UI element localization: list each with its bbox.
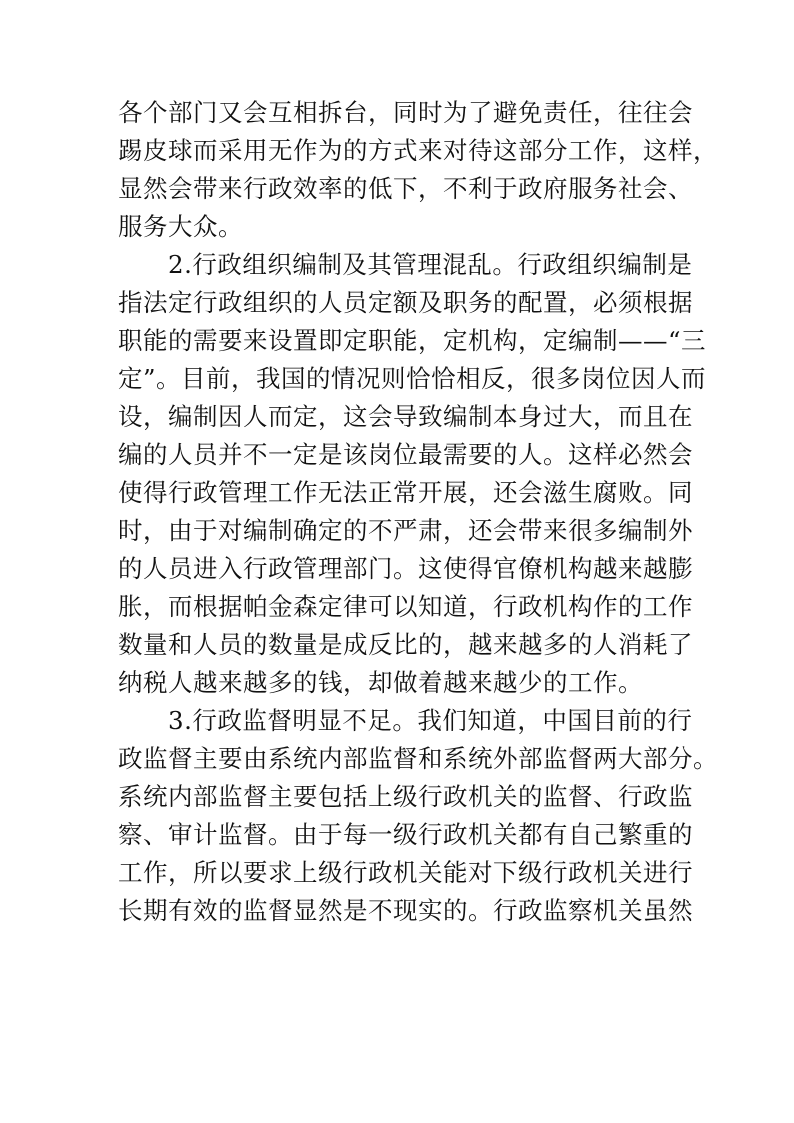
text-line: 胀，而根据帕金森定律可以知道，行政机构作的工作 [118, 592, 693, 621]
text-line: 纳税人越来越多的钱，却做着越来越少的工作。 [118, 668, 643, 697]
document-page [118, 94, 718, 930]
text-line: 工作，所以要求上级行政机关能对下级行政机关进行 [118, 858, 693, 887]
text-line: 的人员进入行政管理部门。这使得官僚机构越来越膨 [118, 554, 693, 583]
text-line: 定”。目前，我国的情况则恰恰相反，很多岗位因人而 [118, 364, 707, 393]
paragraph [118, 702, 718, 930]
text-line: 设，编制因人而定，这会导致编制本身过大，而且在 [118, 402, 693, 431]
text-line: 察、审计监督。由于每一级行政机关都有自己繁重的 [118, 820, 693, 849]
text-line: 时，由于对编制确定的不严肃，还会带来很多编制外 [118, 516, 693, 545]
text-line: 服务大众。 [118, 212, 243, 241]
text-line: 显然会带来行政效率的低下，不利于政府服务社会、 [118, 174, 693, 203]
paragraph [118, 94, 718, 246]
text-line: 政监督主要由系统内部监督和系统外部监督两大部分。 [118, 744, 718, 773]
paragraph [118, 246, 707, 702]
text-line: 长期有效的监督显然是不现实的。行政监察机关虽然 [118, 896, 693, 925]
text-line: 编的人员并不一定是该岗位最需要的人。这样必然会 [118, 440, 693, 469]
text-line: 指法定行政组织的人员定额及职务的配置，必须根据 [118, 288, 693, 317]
text-line: 数量和人员的数量是成反比的，越来越多的人消耗了 [118, 630, 693, 659]
text-line: 3.行政监督明显不足。我们知道，中国目前的行 [168, 706, 693, 735]
text-line: 使得行政管理工作无法正常开展，还会滋生腐败。同 [118, 478, 693, 507]
text-line: 踢皮球而采用无作为的方式来对待这部分工作，这样， [118, 136, 718, 165]
text-line: 职能的需要来设置即定职能，定机构，定编制——“三 [118, 326, 707, 355]
text-line: 各个部门又会互相拆台，同时为了避免责任，往往会 [118, 98, 693, 127]
text-line: 2.行政组织编制及其管理混乱。行政组织编制是 [168, 250, 693, 279]
text-line: 系统内部监督主要包括上级行政机关的监督、行政监 [118, 782, 693, 811]
